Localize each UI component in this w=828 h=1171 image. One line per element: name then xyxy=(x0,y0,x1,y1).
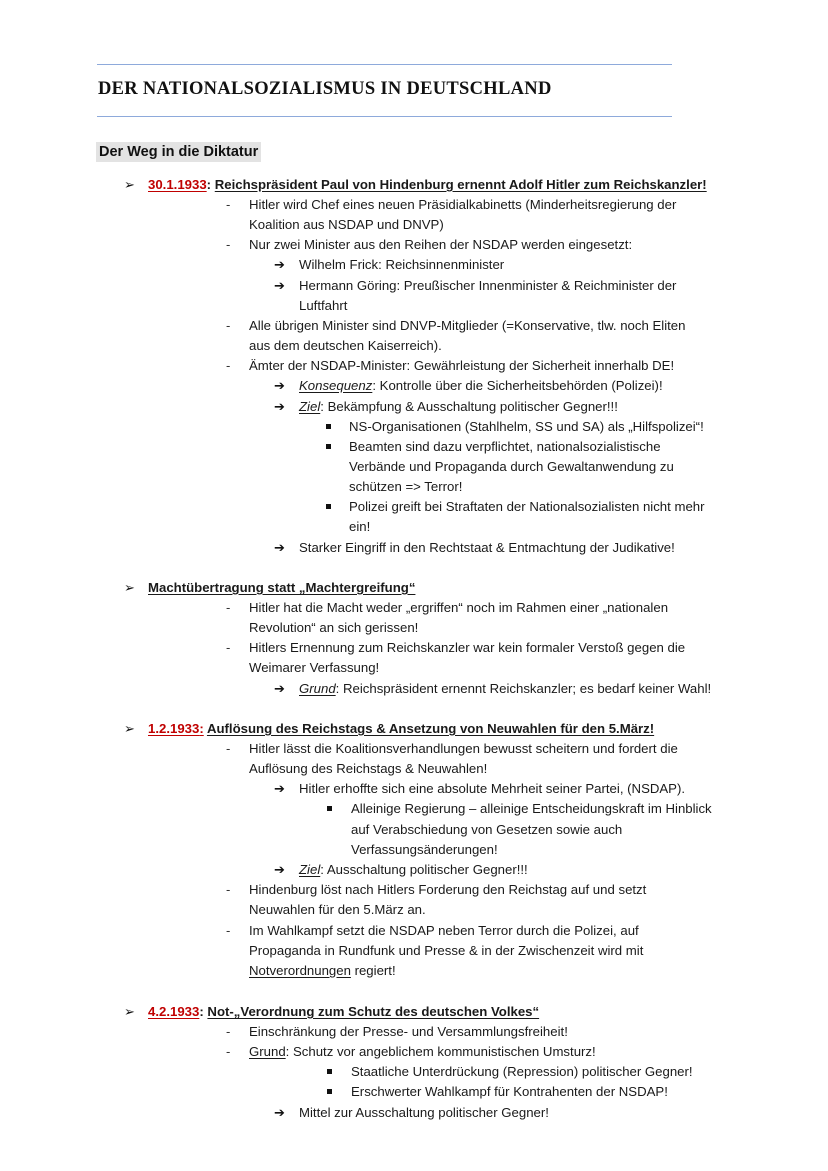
block4-title: Not-„Verordnung zum Schutz des deutschen Volkes“ xyxy=(207,1004,540,1019)
text-line: Konsequenz: Kontrolle über die Sicherheitsbehörden (Polizei)! xyxy=(299,378,663,393)
title-rule xyxy=(97,116,672,117)
text-line: Hitler wird Chef eines neuen Präsidialkabinetts (Minderheitsregierung der xyxy=(249,197,677,212)
text-line: Im Wahlkampf setzt die NSDAP neben Terror durch die Polizei, auf xyxy=(249,923,639,938)
block3-title: Auflösung des Reichstags & Ansetzung von Neuwahlen für den 5.März! xyxy=(206,721,655,736)
text-line: Starker Eingriff in den Rechtstaat & Entmachtung der Judikative! xyxy=(299,540,675,555)
text-line: Propaganda in Rundfunk und Presse & in der Zwischenzeit wird mit xyxy=(249,943,644,958)
text-line: Grund: Reichspräsident ernennt Reichskanzler; es bedarf keiner Wahl! xyxy=(299,681,712,696)
dash-icon: - xyxy=(226,237,231,252)
text-line: Verbände und Propaganda durch Gewaltanwendung zu xyxy=(349,459,674,474)
page-title: DER NATIONALSOZIALISMUS IN DEUTSCHLAND xyxy=(98,79,552,99)
top-rule xyxy=(97,64,672,65)
arrow-icon: ➔ xyxy=(274,681,285,696)
block2-heading: Machtübertragung statt „Machtergreifung“ xyxy=(148,580,416,595)
dash-icon: - xyxy=(226,358,231,373)
text-line: Luftfahrt xyxy=(299,298,348,313)
arrow-icon: ➔ xyxy=(274,781,285,796)
dash-icon: - xyxy=(226,1044,231,1059)
square-bullet-icon xyxy=(326,444,331,449)
label-ziel: Ziel xyxy=(299,862,321,877)
text-line: Auflösung des Reichstags & Neuwahlen! xyxy=(249,761,488,776)
dash-icon: - xyxy=(226,923,231,938)
text-line: ein! xyxy=(349,519,371,534)
text-line: Beamten sind dazu verpflichtet, nationalsozialistische xyxy=(349,439,661,454)
text-line: schützen => Terror! xyxy=(349,479,463,494)
arrow-icon: ➔ xyxy=(274,278,285,293)
chevron-bullet-icon: ➢ xyxy=(124,177,135,192)
text-line: Koalition aus NSDAP und DNVP) xyxy=(249,217,444,232)
dash-icon: - xyxy=(226,1024,231,1039)
chevron-bullet-icon: ➢ xyxy=(124,580,135,595)
text-line: Ziel: Ausschaltung politischer Gegner!!! xyxy=(299,862,528,877)
block1-title: Reichspräsident Paul von Hindenburg ernennt Adolf Hitler zum Reichskanzler! xyxy=(214,177,707,192)
text-line: aus dem deutschen Kaiserreich). xyxy=(249,338,442,353)
label-konsequenz: Konsequenz xyxy=(299,378,373,393)
text-line: NS-Organisationen (Stahlhelm, SS und SA) als „Hilfspolizei“! xyxy=(349,419,704,434)
text-line: Erschwerter Wahlkampf für Kontrahenten der NSDAP! xyxy=(351,1084,668,1099)
block3-heading: 1.2.1933: Auflösung des Reichstags & Ansetzung von Neuwahlen für den 5.März! xyxy=(148,721,655,736)
block1-date: 30.1.1933 xyxy=(148,177,207,192)
square-bullet-icon xyxy=(326,504,331,509)
dash-icon: - xyxy=(226,600,231,615)
text-line: Hitlers Ernennung zum Reichskanzler war kein formaler Verstoß gegen die xyxy=(249,640,686,655)
text-line: Ämter der NSDAP-Minister: Gewährleistung der Sicherheit innerhalb DE! xyxy=(249,358,675,373)
block4-date: 4.2.1933 xyxy=(148,1004,200,1019)
text-line: Grund: Schutz vor angeblichem kommunistischen Umsturz! xyxy=(249,1044,596,1059)
text-line: auf Verabschiedung von Gesetzen sowie auch xyxy=(351,822,623,837)
text-line: Hitler hat die Macht weder „ergriffen“ noch im Rahmen einer „nationalen xyxy=(249,600,669,615)
square-bullet-icon xyxy=(326,424,331,429)
arrow-icon: ➔ xyxy=(274,1105,285,1120)
text-line: Alle übrigen Minister sind DNVP-Mitglieder (=Konservative, tlw. noch Eliten xyxy=(249,318,686,333)
label-grund: Grund xyxy=(299,681,336,696)
text-line: Wilhelm Frick: Reichsinnenminister xyxy=(299,257,505,272)
label-grund: Grund xyxy=(249,1044,286,1059)
label-ziel: Ziel xyxy=(299,399,321,414)
text-line: Polizei greift bei Straftaten der Nationalsozialisten nicht mehr xyxy=(349,499,705,514)
text-line: Hindenburg löst nach Hitlers Forderung den Reichstag auf und setzt xyxy=(249,882,647,897)
chevron-bullet-icon: ➢ xyxy=(124,721,135,736)
text-line: Staatliche Unterdrückung (Repression) politischer Gegner! xyxy=(351,1064,693,1079)
dash-icon: - xyxy=(226,741,231,756)
chevron-bullet-icon: ➢ xyxy=(124,1004,135,1019)
dash-icon: - xyxy=(226,318,231,333)
arrow-icon: ➔ xyxy=(274,378,285,393)
text-line: Revolution“ an sich gerissen! xyxy=(249,620,419,635)
text-line: Nur zwei Minister aus den Reihen der NSDAP werden eingesetzt: xyxy=(249,237,633,252)
text-line: Hermann Göring: Preußischer Innenminister & Reichminister der xyxy=(299,278,677,293)
section-heading: Der Weg in die Diktatur xyxy=(96,142,261,162)
text-line: Weimarer Verfassung! xyxy=(249,660,380,675)
arrow-icon: ➔ xyxy=(274,257,285,272)
text-line: Hitler erhoffte sich eine absolute Mehrheit seiner Partei, (NSDAP). xyxy=(299,781,686,796)
label-notverordnungen: Notverordnungen xyxy=(249,963,351,978)
dash-icon: - xyxy=(226,197,231,212)
dash-icon: - xyxy=(226,882,231,897)
square-bullet-icon xyxy=(327,1069,332,1074)
arrow-icon: ➔ xyxy=(274,540,285,555)
text-line: Einschränkung der Presse- und Versammlungsfreiheit! xyxy=(249,1024,568,1039)
square-bullet-icon xyxy=(327,1089,332,1094)
text-line: Mittel zur Ausschaltung politischer Gegner! xyxy=(299,1105,549,1120)
text-line: Ziel: Bekämpfung & Ausschaltung politischer Gegner!!! xyxy=(299,399,618,414)
block1-heading: 30.1.1933: Reichspräsident Paul von Hindenburg ernennt Adolf Hitler zum Reichskanzler! xyxy=(148,177,707,192)
block3-date: 1.2.1933 xyxy=(148,721,200,736)
text-line: Hitler lässt die Koalitionsverhandlungen bewusst scheitern und fordert die xyxy=(249,741,678,756)
block4-heading: 4.2.1933: Not-„Verordnung zum Schutz des deutschen Volkes“ xyxy=(148,1004,540,1019)
square-bullet-icon xyxy=(327,806,332,811)
text-line: Neuwahlen für den 5.März an. xyxy=(249,902,426,917)
arrow-icon: ➔ xyxy=(274,862,285,877)
text-line: Alleinige Regierung – alleinige Entscheidungskraft im Hinblick xyxy=(351,801,712,816)
arrow-icon: ➔ xyxy=(274,399,285,414)
text-line: Verfassungsänderungen! xyxy=(351,842,498,857)
dash-icon: - xyxy=(226,640,231,655)
text-line: Notverordnungen regiert! xyxy=(249,963,396,978)
